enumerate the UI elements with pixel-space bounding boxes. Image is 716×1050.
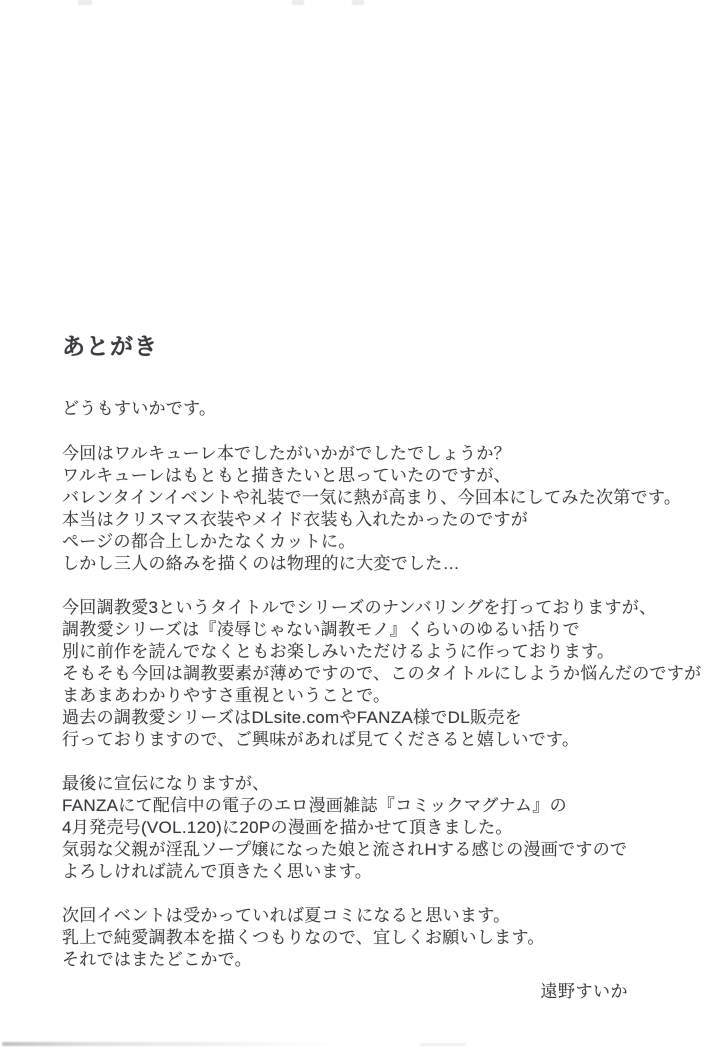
text-line: どうもすいかです。 <box>62 399 217 418</box>
text-line: 今回はワルキューレ本でしたがいかがでしたでしょうか？ <box>62 444 511 463</box>
scan-artifact-bottom-smudge <box>2 1042 347 1046</box>
text-line: まあまあわかりやすさ重視ということで。 <box>62 686 391 705</box>
text-line: 気弱な父親が淫乱ソープ嬢になった娘と流されHする感じの漫画ですので <box>62 840 628 859</box>
scan-artifact-top-speck <box>78 0 92 5</box>
scan-artifact-top-speck <box>352 0 364 5</box>
text-line: 本当はクリスマス衣装やメイド衣装も入れたかったのですが <box>62 510 529 529</box>
text-line: 調教愛シリーズは『凌辱じゃない調教モノ』くらいのゆるい括りで <box>62 620 580 639</box>
paragraph-greeting <box>62 398 654 420</box>
paragraph-next-event <box>62 905 654 971</box>
text-line: そもそも今回は調教要素が薄めですので、このタイトルにしようか悩んだのですが <box>62 664 702 683</box>
paragraph-valkyrie <box>62 443 682 575</box>
text-line: 最後に宣伝になりますが、 <box>62 774 270 793</box>
text-line: よろしければ読んで頂きたく思います。 <box>62 862 373 881</box>
text-line: 4月発売号(VOL.120)に20Pの漫画を描かせて頂きました。 <box>62 818 513 837</box>
text-line: ワルキューレはもともと描きたいと思っていたのですが、 <box>62 466 511 485</box>
paragraph-advertisement <box>62 773 654 883</box>
text-line: バレンタインイベントや礼装で一気に熱が高まり、今回本にしてみた次第です。 <box>62 488 682 507</box>
text-line: 今回調教愛3というタイトルでシリーズのナンバリングを打っておりますが、 <box>62 598 657 617</box>
author-name: 遠野すいか <box>540 982 628 1001</box>
afterword-heading: あとがき <box>62 333 158 359</box>
paragraph-series-title <box>62 597 702 751</box>
text-line: それではまたどこかで。 <box>62 950 252 969</box>
text-line: 別に前作を読んでなくともお楽しみいただけるように作っております。 <box>62 642 615 661</box>
text-line: 次回イベントは受かっていれば夏コミになると思います。 <box>62 906 511 925</box>
author-signature <box>62 981 654 1003</box>
text-line: しかし三人の絡みを描くのは物理的に大変でした… <box>62 554 460 573</box>
text-line: 過去の調教愛シリーズはDLsite.comやFANZA様でDL販売を <box>62 708 522 727</box>
text-line: 乳上で純愛調教本を描くつもりなので、宜しくお願いします。 <box>62 928 545 947</box>
scan-artifact-bottom-smudge-2 <box>420 1043 466 1046</box>
text-line: 行っておりますので、ご興味があれば見てくださると嬉しいです。 <box>62 730 580 749</box>
text-line: ページの都合上しかたなくカットに。 <box>62 532 356 551</box>
scan-artifact-top-speck <box>292 0 304 5</box>
text-line: FANZAにて配信中の電子のエロ漫画雑誌『コミックマグナム』の <box>62 796 567 815</box>
